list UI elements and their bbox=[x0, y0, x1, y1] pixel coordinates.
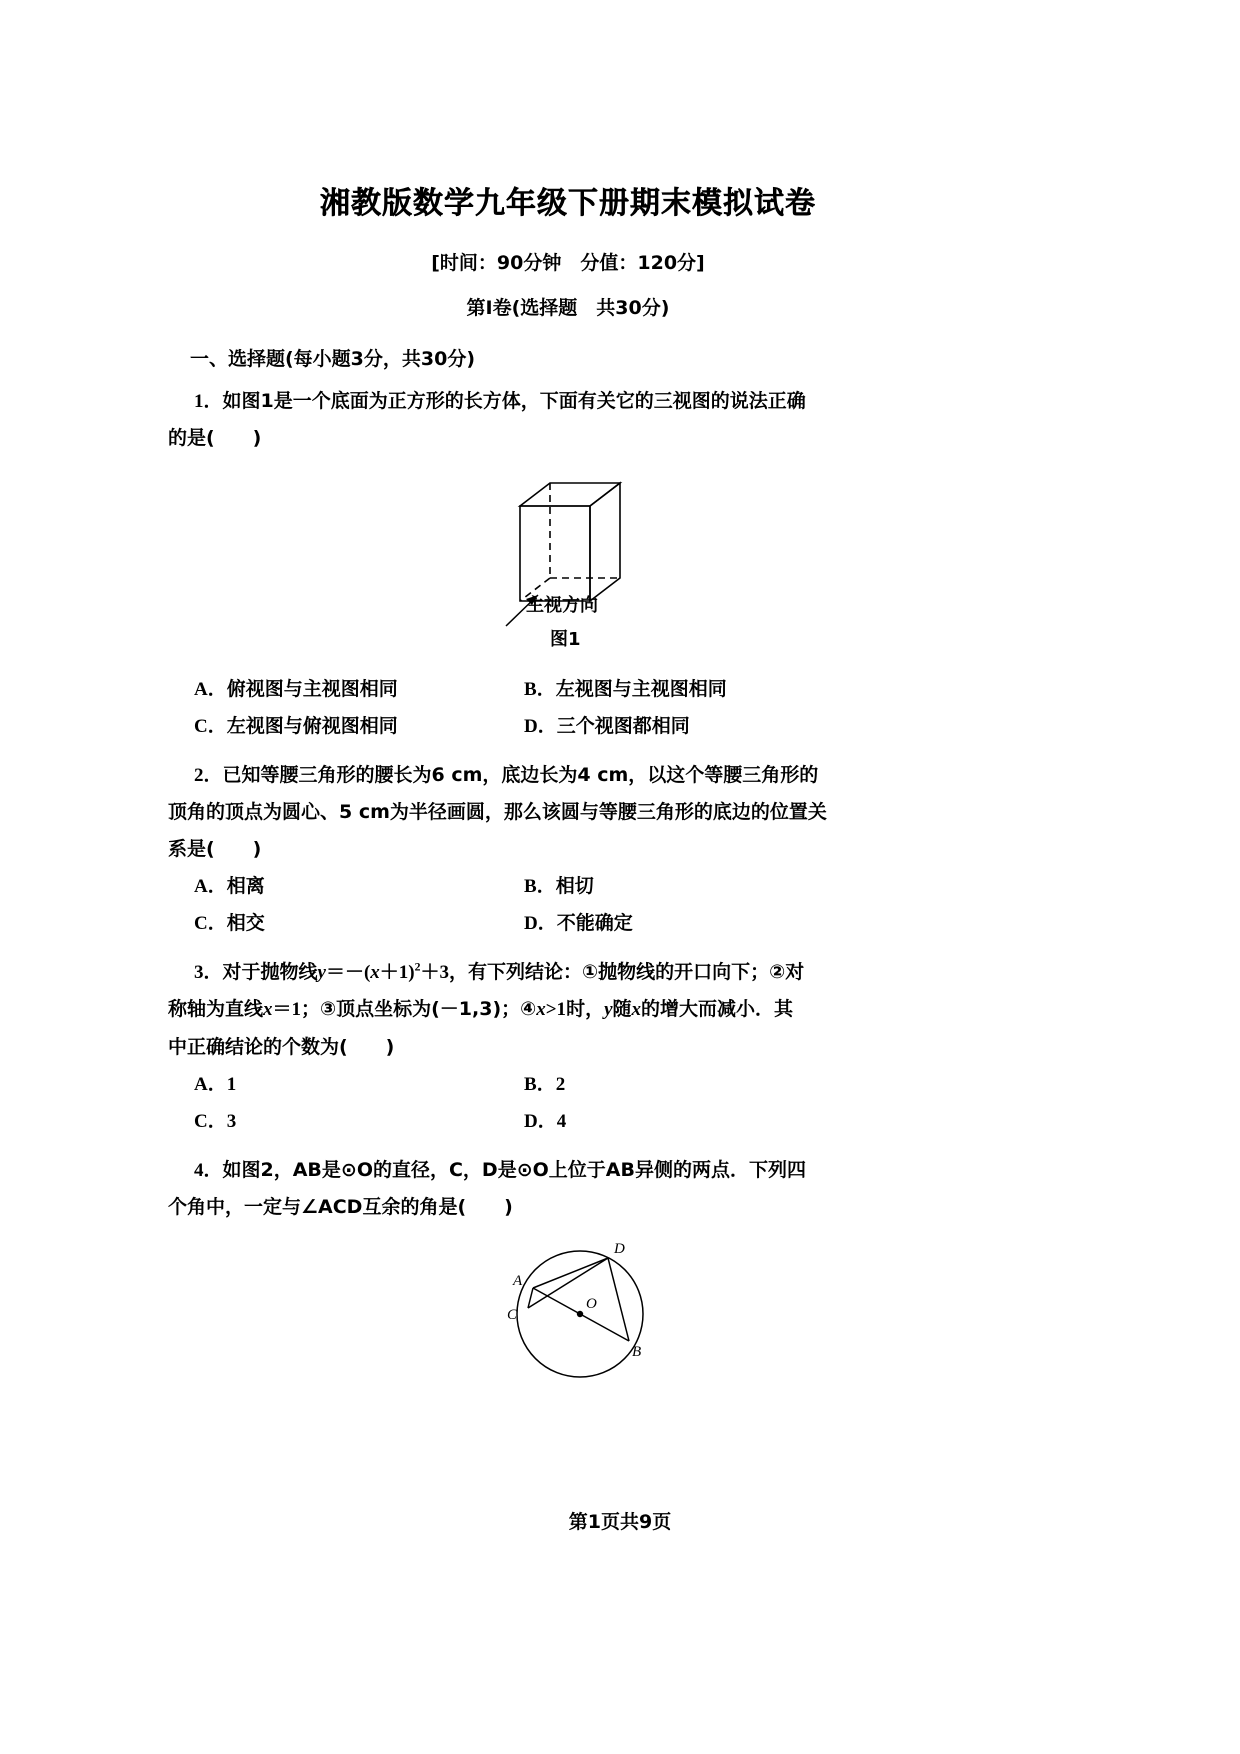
question-1-stem-line2: 的是( ) bbox=[168, 427, 262, 450]
option-1-d[interactable]: D．三个视图都相同 bbox=[524, 715, 690, 738]
question-2-number: 2 bbox=[194, 765, 204, 787]
option-3-d[interactable]: D．4 bbox=[524, 1110, 567, 1132]
question-3-line2c: 时， bbox=[566, 998, 605, 1021]
option-row bbox=[194, 1066, 968, 1103]
question-2 bbox=[168, 757, 968, 868]
question-1-stem-line1: ．如图1是一个底面为正方形的长方体，下面有关它的三视图的说法正确 bbox=[203, 390, 806, 412]
figure-1 bbox=[168, 471, 968, 671]
question-3-stem-mid: ，有下列结论：①抛物线的开口向下；②对 bbox=[449, 961, 805, 984]
circle-label-o: O bbox=[586, 1295, 597, 1312]
question-3-equation: y bbox=[317, 962, 326, 984]
option-3-b[interactable]: B．2 bbox=[524, 1073, 566, 1095]
option-3-c[interactable]: C．3 bbox=[194, 1110, 237, 1132]
figure-2 bbox=[168, 1236, 968, 1401]
option-row bbox=[194, 1103, 968, 1140]
option-1-a[interactable]: A．俯视图与主视图相同 bbox=[194, 678, 398, 701]
section-heading: 第Ⅰ卷(选择题 共30分) bbox=[466, 297, 670, 319]
page-title: 湘教版数学九年级下册期末模拟试卷 bbox=[320, 186, 816, 221]
exam-meta: [时间：90分钟 分值：120分] bbox=[431, 252, 705, 274]
option-2-b[interactable]: B．相切 bbox=[524, 875, 594, 898]
question-3-options bbox=[168, 1066, 968, 1140]
question-2-stem-line1: ．已知等腰三角形的腰长为6 cm，底边长为4 cm，以这个等腰三角形的 bbox=[203, 764, 819, 787]
question-3: 3．对于抛物线$y=-(x+1)^2+3$，有下列结论：①抛物线的开口向下；②对 称轴为直线x＝1；③顶点坐标为(－1,3)；④x>1时，y随x的增大而减小．其 中正确结论的个数为( ) bbox=[168, 961, 805, 1058]
option-2-a[interactable]: A．相离 bbox=[194, 875, 265, 898]
option-1-b[interactable]: B．左视图与主视图相同 bbox=[524, 678, 727, 701]
question-3-number: 3 bbox=[194, 962, 204, 984]
circle-diagram bbox=[498, 1236, 698, 1396]
circle-label-a: A bbox=[513, 1272, 523, 1289]
question-3-line3: 中正确结论的个数为( ) bbox=[168, 1035, 395, 1058]
question-3-line2e: 的增大而减小．其 bbox=[641, 998, 794, 1021]
question-2-stem-line3: 系是( ) bbox=[168, 838, 262, 861]
option-row bbox=[194, 905, 968, 942]
figure-1-caption: 图1 bbox=[550, 629, 581, 651]
page-footer: 第1页共9页 bbox=[568, 1511, 672, 1533]
question-1 bbox=[168, 383, 968, 457]
option-row bbox=[194, 708, 968, 745]
circle-label-b: B bbox=[632, 1343, 642, 1360]
question-3-stem-prefix: ．对于抛物线 bbox=[203, 961, 318, 984]
option-row bbox=[194, 671, 968, 708]
page-content bbox=[168, 0, 968, 1401]
question-3-line2d: 随 bbox=[612, 998, 632, 1021]
question-4 bbox=[168, 1152, 968, 1226]
question-2-options bbox=[168, 868, 968, 942]
question-4-stem-line2: 个角中，一定与∠ACD互余的角是( ) bbox=[168, 1195, 513, 1218]
option-1-c[interactable]: C．左视图与俯视图相同 bbox=[194, 715, 398, 738]
question-1-number: 1 bbox=[194, 391, 204, 412]
option-row bbox=[194, 868, 968, 905]
circle-label-d: D bbox=[614, 1240, 625, 1257]
question-4-stem-line1: ．如图2，AB是⊙O的直径，C，D是⊙O上位于AB异侧的两点．下列四 bbox=[203, 1158, 806, 1181]
part-heading: 一、选择题(每小题3分，共30分) bbox=[190, 348, 476, 370]
question-1-options bbox=[168, 671, 968, 745]
option-3-a[interactable]: A．1 bbox=[194, 1073, 237, 1095]
question-3-line2a: 称轴为直线 bbox=[168, 998, 264, 1021]
circle-label-c: C bbox=[507, 1306, 518, 1323]
option-2-d[interactable]: D．不能确定 bbox=[524, 912, 633, 935]
front-view-direction-label: 主视方向 bbox=[526, 595, 598, 617]
question-3-line2b: ；③顶点坐标为(－1,3)；④ bbox=[301, 998, 537, 1021]
question-2-stem-line2: 顶角的顶点为圆心、5 cm为半径画圆，那么该圆与等腰三角形的底边的位置关 bbox=[168, 801, 827, 824]
option-2-c[interactable]: C．相交 bbox=[194, 912, 265, 935]
question-4-number: 4 bbox=[194, 1159, 204, 1181]
